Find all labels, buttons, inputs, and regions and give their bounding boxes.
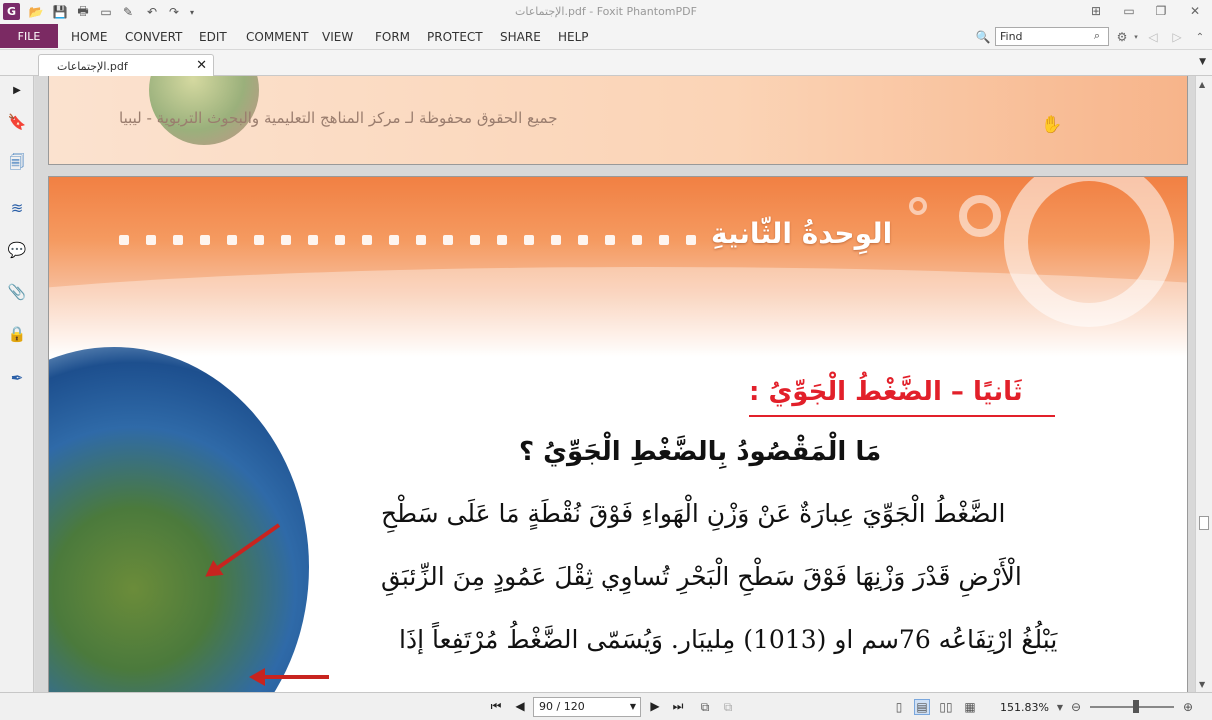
previous-page-icon[interactable]: ◀ <box>515 699 525 713</box>
tab-comment[interactable]: COMMENT <box>246 30 309 44</box>
undo-icon[interactable]: ↶ <box>146 5 158 19</box>
continuous-facing-icon[interactable]: ▦ <box>964 700 976 714</box>
attachments-icon[interactable]: 📎 <box>7 283 27 301</box>
signatures-icon[interactable]: ✒ <box>10 369 24 387</box>
unit-title: الوِحدةُ الثّانيةِ <box>711 217 893 250</box>
navigation-panel <box>0 76 34 692</box>
scroll-up-icon[interactable]: ▲ <box>1199 80 1206 89</box>
zoom-in-icon[interactable]: ⊕ <box>1182 700 1194 714</box>
search-icon[interactable]: ⌕ <box>1093 29 1101 42</box>
status-bar <box>0 692 1212 720</box>
zoom-dropdown-icon[interactable]: ▼ <box>1056 702 1064 712</box>
find-folder-icon[interactable]: 🔍 <box>975 30 991 44</box>
print-icon[interactable]: 🖶 <box>77 3 89 18</box>
previous-view-icon[interactable]: ⧉ <box>700 699 710 714</box>
zoom-out-icon[interactable]: ⊖ <box>1070 700 1082 714</box>
pdf-page-current <box>48 176 1188 692</box>
decorative-ring-small <box>909 197 927 215</box>
hand-cursor-icon: ✋ <box>1041 115 1063 135</box>
earth-globe-image <box>48 347 309 692</box>
close-window-button[interactable]: ✕ <box>1189 4 1201 18</box>
document-tab-label: الإجتماعات.pdf <box>57 60 128 73</box>
open-folder-icon[interactable]: 📂 <box>28 5 44 19</box>
customize-toolbar-icon[interactable]: ▾ <box>189 7 194 17</box>
tab-home[interactable]: HOME <box>71 30 108 44</box>
last-page-icon[interactable]: ⏭ <box>672 698 684 713</box>
document-viewport[interactable] <box>35 76 1195 692</box>
title-bar <box>0 0 1212 24</box>
next-view-icon[interactable]: ⧉ <box>723 699 733 714</box>
scan-icon[interactable]: ▭ <box>100 5 112 19</box>
tab-protect[interactable]: PROTECT <box>427 30 483 44</box>
scroll-down-icon[interactable]: ▼ <box>1199 680 1206 689</box>
zoom-level[interactable]: 151.83% <box>1000 701 1049 714</box>
tab-form[interactable]: FORM <box>375 30 411 44</box>
next-result-icon[interactable]: ▷ <box>1172 30 1182 44</box>
heading-underline <box>749 415 1055 417</box>
tab-convert[interactable]: CONVERT <box>125 30 183 44</box>
body-text-line: الضَّغْطُ الْجَوِّيَ عِبارَةٌ عَنْ وَزْنِ الْهَواءِ فَوْقَ نُقْطَةٍ مَا عَلَى سَطْحِ <box>381 499 1006 528</box>
previous-result-icon[interactable]: ◁ <box>1148 30 1158 44</box>
pdf-page-previous <box>48 76 1188 165</box>
restore-button[interactable]: ❐ <box>1155 4 1167 18</box>
settings-dropdown-icon[interactable]: ▾ <box>1134 33 1138 41</box>
single-page-icon[interactable]: ▯ <box>895 700 903 714</box>
next-page-icon[interactable]: ▶ <box>650 699 660 713</box>
decorative-ring <box>959 195 1001 237</box>
settings-gear-icon[interactable]: ⚙ <box>1116 30 1128 44</box>
document-tabs <box>0 50 1212 76</box>
find-input[interactable]: Find <box>995 27 1109 46</box>
expand-panel-icon[interactable]: ▶ <box>13 84 21 96</box>
close-tab-icon[interactable]: ✕ <box>196 58 207 73</box>
ribbon-tabs <box>0 24 1212 50</box>
body-text-line: يَبْلُغُ ارْتِفَاعُه 76سم او (1013) مِليبَار. وَيُسَمّى الضَّغْطُ مُرْتَفِعاً إذَا <box>399 625 1058 654</box>
pages-icon[interactable]: 🗐 <box>9 152 25 171</box>
minimize-button[interactable]: ▭ <box>1123 4 1135 18</box>
comments-icon[interactable]: 💬 <box>7 241 27 259</box>
first-page-icon[interactable]: ⏮ <box>490 698 502 713</box>
foxit-logo-icon[interactable]: G <box>3 3 20 20</box>
ribbon-layout-icon[interactable]: ⊞ <box>1090 4 1102 18</box>
question-heading: مَا الْمَقْصُودُ بِالضَّغْطِ الْجَوِّيُ ؟ <box>519 437 882 467</box>
body-text-line: الْأَرْضِ قَدْرَ وَزْنِهَا فَوْقَ سَطْحِ الْبَحْرِ تُساوِي ثِقْلَ عَمُودٍ مِنَ الزِّئبَقِ <box>381 562 1022 591</box>
copyright-text: جميع الحقوق محفوظة لـ مركز المناهج التعليمية والبحوث التربوية - ليبيا <box>119 109 558 127</box>
pressure-arrow <box>259 675 329 679</box>
tab-help[interactable]: HELP <box>558 30 589 44</box>
tab-edit[interactable]: EDIT <box>199 30 227 44</box>
scroll-thumb[interactable] <box>1199 516 1209 530</box>
facing-page-icon[interactable]: ▯▯ <box>939 700 953 714</box>
section-heading: ثَانيًا – الضَّغْطُ الْجَوِّيُ : <box>749 377 1023 407</box>
continuous-page-icon[interactable]: ▤ <box>914 699 930 715</box>
redo-icon[interactable]: ↷ <box>168 5 180 19</box>
tab-share[interactable]: SHARE <box>500 30 541 44</box>
header-band <box>49 177 1188 357</box>
page-number-field[interactable] <box>533 697 641 717</box>
save-icon[interactable]: 💾 <box>52 5 68 19</box>
window-title: الإجتماعات.pdf - Foxit PhantomPDF <box>515 5 697 18</box>
zoom-slider-thumb[interactable] <box>1133 700 1139 713</box>
page-indicator: 90 / 120 <box>539 700 585 713</box>
tab-view[interactable]: VIEW <box>322 30 354 44</box>
tabs-dropdown-icon[interactable]: ▼ <box>1199 57 1206 67</box>
create-pdf-icon[interactable]: ✎ <box>122 5 134 19</box>
layers-icon[interactable]: ≋ <box>10 199 24 217</box>
page-dropdown-icon[interactable]: ▼ <box>629 702 636 711</box>
zoom-slider-track[interactable] <box>1090 706 1174 708</box>
collapse-ribbon-icon[interactable]: ⌃ <box>1195 31 1205 43</box>
decorative-dots <box>119 235 696 245</box>
bookmarks-icon[interactable]: 🔖 <box>7 113 27 131</box>
security-lock-icon[interactable]: 🔒 <box>7 325 27 343</box>
vertical-scrollbar[interactable] <box>1195 76 1212 692</box>
document-tab[interactable] <box>38 54 214 76</box>
file-tab[interactable]: FILE <box>0 24 58 48</box>
